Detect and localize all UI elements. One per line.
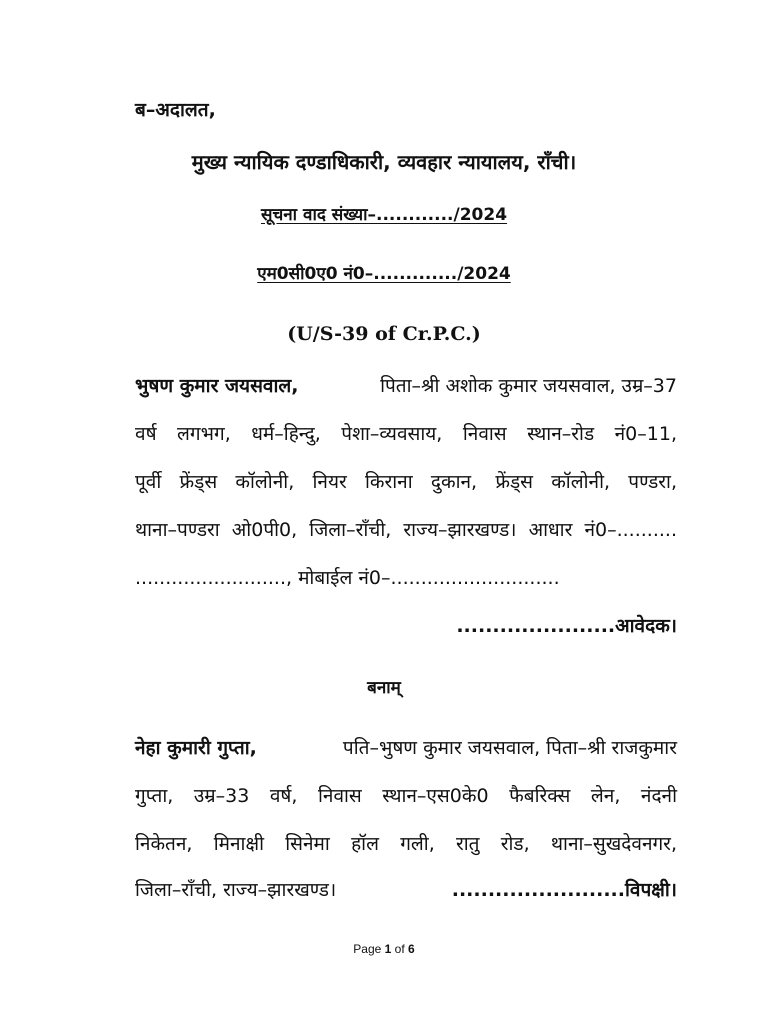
opponent-name: नेहा कुमारी गुप्ता, bbox=[135, 737, 257, 759]
opponent-line-4: जिला–राँची, राज्य–झारखण्ड। bbox=[135, 879, 337, 901]
opponent-line-1 bbox=[135, 736, 677, 760]
section-reference: (U/S-39 of Cr.P.C.) bbox=[287, 323, 481, 345]
of-label: of bbox=[394, 942, 405, 956]
opponent-line-3: निकेतन, मिनाक्षी सिनेमा हॉल गली, रातु रोड, थाना–सुखदेवनगर, bbox=[135, 833, 677, 855]
page-footer bbox=[0, 942, 768, 956]
case-number: सूचना वाद संख्या–............/2024 bbox=[260, 205, 508, 225]
mc-number: एम0सी0ए0 नं0–............./2024 bbox=[257, 264, 511, 284]
page-label: Page bbox=[353, 942, 382, 956]
opponent-husband-father: पति–भुषण कुमार जयसवाल, पिता–श्री राजकुमार bbox=[342, 737, 677, 759]
court-addressee: ब–अदालत, bbox=[135, 99, 216, 121]
applicant-father: पिता–श्री अशोक कुमार जयसवाल, उम्र–37 bbox=[380, 375, 677, 397]
page-total: 6 bbox=[408, 942, 415, 956]
applicant-line-4: थाना–पण्डरा ओ0पी0, जिला–राँची, राज्य–झारखण्ड। आधार नं0–.......... bbox=[135, 519, 677, 541]
applicant-name: भुषण कुमार जयसवाल, bbox=[135, 375, 299, 397]
opponent-role: ........................विपक्षी। bbox=[451, 879, 677, 901]
opponent-line-2: गुप्ता, उम्र–33 वर्ष, निवास स्थान–एस0के0 फैबरिक्स लेन, नंदनी bbox=[135, 785, 677, 807]
applicant-line-1 bbox=[135, 374, 677, 398]
court-name: मुख्य न्यायिक दण्डाधिकारी, व्यवहार न्यायालय, राँची। bbox=[191, 150, 577, 174]
applicant-line-5: ........................., मोबाईल नं0–............................ bbox=[135, 567, 560, 589]
versus-label: बनाम् bbox=[367, 678, 401, 698]
applicant-line-3: पूर्वी फ्रेंड्स कॉलोनी, नियर किराना दुकान, फ्रेंड्स कॉलोनी, पण्डरा, bbox=[135, 471, 677, 493]
applicant-line-2: वर्ष लगभग, धर्म–हिन्दु, पेशा–व्यवसाय, निवास स्थान–रोड नं0–11, bbox=[135, 423, 677, 445]
applicant-role: ......................आवेदक। bbox=[456, 615, 677, 637]
page-current: 1 bbox=[384, 942, 392, 956]
